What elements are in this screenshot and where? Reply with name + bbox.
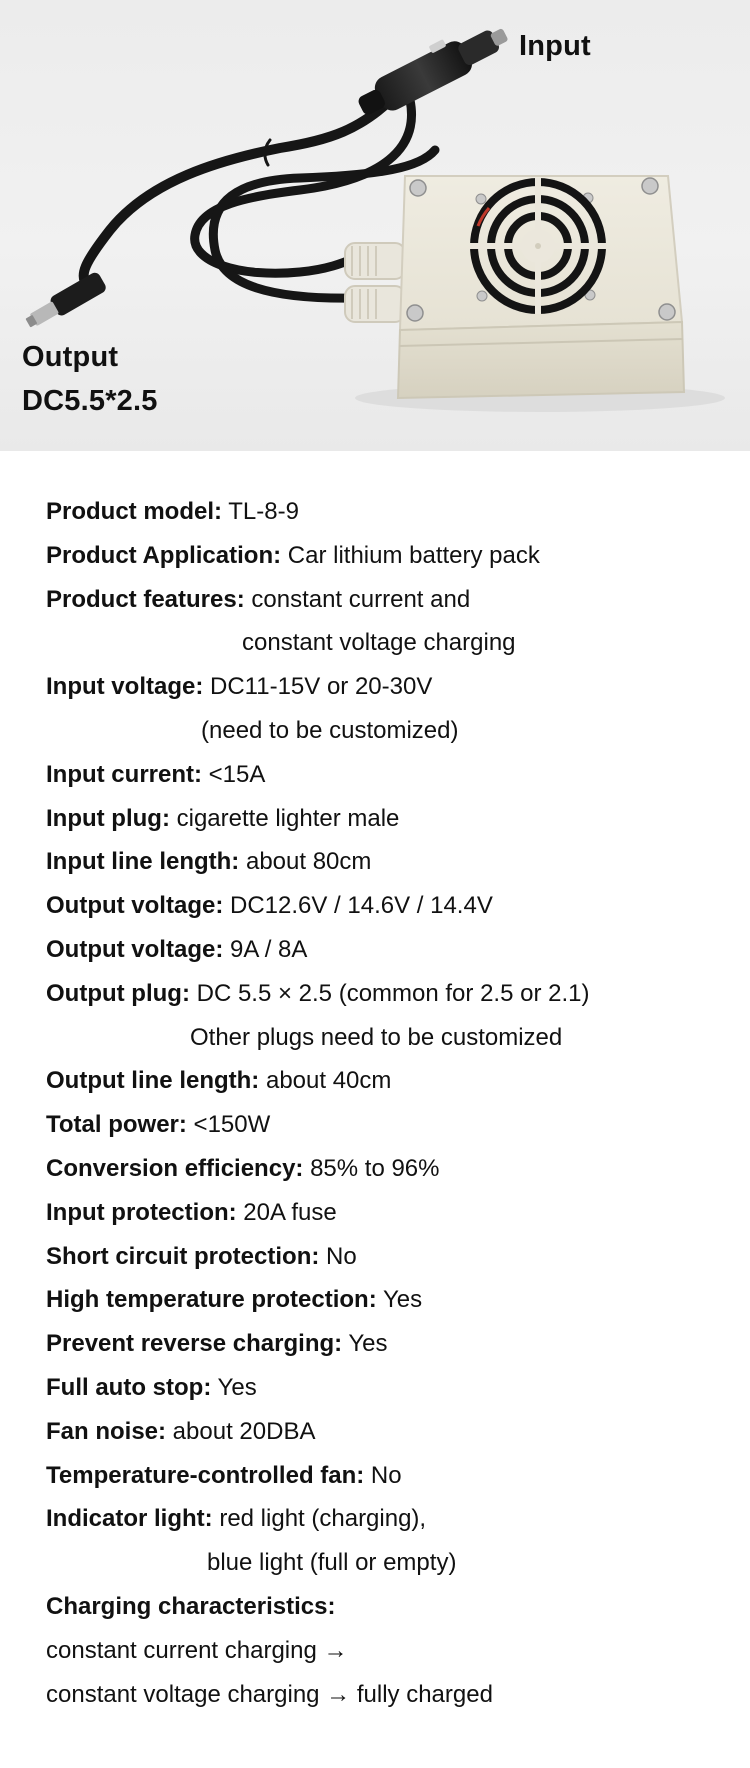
spec-value: constant current charging → — [46, 1636, 348, 1664]
spec-row — [46, 1322, 726, 1366]
spec-value: TL-8-9 — [222, 498, 299, 525]
product-photo — [0, 0, 750, 451]
spec-key: Output plug: — [46, 979, 190, 1007]
spec-key: Input voltage: — [46, 673, 204, 701]
spec-row — [46, 1366, 726, 1410]
spec-value: Other plugs need to be customized — [190, 1023, 563, 1051]
spec-row — [46, 709, 726, 753]
spec-value: 9A / 8A — [223, 935, 308, 963]
spec-row — [46, 490, 726, 534]
spec-row — [46, 1103, 726, 1147]
spec-row — [46, 578, 726, 622]
spec-value: about 80cm — [239, 848, 372, 876]
spec-row — [46, 1191, 726, 1235]
spec-value: constant current and — [244, 585, 471, 613]
spec-row — [46, 1147, 726, 1191]
spec-value: Yes — [211, 1373, 257, 1401]
spec-row — [46, 1410, 726, 1454]
spec-value: about 40cm — [259, 1067, 392, 1095]
spec-key: Indicator light: — [46, 1505, 213, 1533]
spec-value: cigarette lighter male — [169, 804, 400, 832]
spec-list — [46, 490, 726, 1716]
spec-key: Output voltage: — [46, 892, 224, 920]
spec-value: Car lithium battery pack — [281, 541, 540, 569]
spec-value: DC 5.5 × 2.5 (common for 2.5 or 2.1) — [189, 979, 590, 1007]
spec-key: Input plug: — [46, 804, 170, 832]
spec-value: No — [364, 1461, 402, 1489]
spec-value: constant voltage charging — [242, 629, 516, 657]
spec-row — [46, 1673, 726, 1717]
spec-key: Input current: — [46, 760, 202, 788]
spec-key: Product Application: — [46, 541, 282, 569]
spec-value: 20A fuse — [236, 1198, 337, 1226]
spec-row — [46, 1629, 726, 1673]
spec-row — [46, 534, 726, 578]
spec-key: Full auto stop: — [46, 1373, 212, 1401]
spec-key: Total power: — [46, 1111, 187, 1139]
spec-row — [46, 1235, 726, 1279]
spec-key: Product features: — [46, 585, 245, 613]
spec-row — [46, 797, 726, 841]
spec-value: constant voltage charging → fully charged — [46, 1680, 493, 1708]
spec-row — [46, 753, 726, 797]
spec-value: No — [319, 1242, 357, 1270]
spec-value: about 20DBA — [166, 1417, 316, 1445]
spec-key: Short circuit protection: — [46, 1242, 320, 1270]
output-size-label: DC5.5*2.5 — [22, 385, 158, 417]
spec-row — [46, 884, 726, 928]
spec-key: High temperature protection: — [46, 1286, 377, 1314]
spec-key: Temperature-controlled fan: — [46, 1461, 365, 1489]
output-label: Output — [22, 341, 119, 373]
spec-value: (need to be customized) — [201, 716, 459, 744]
spec-value: Yes — [376, 1286, 423, 1314]
spec-value: Yes — [342, 1330, 388, 1358]
spec-key: Charging characteristics: — [46, 1592, 336, 1620]
spec-row — [46, 1541, 726, 1585]
spec-value: <15A — [202, 760, 266, 788]
spec-key: Input protection: — [46, 1198, 237, 1226]
spec-row — [46, 1278, 726, 1322]
spec-row — [46, 1016, 726, 1060]
spec-value: blue light (full or empty) — [207, 1549, 457, 1577]
spec-row — [46, 1497, 726, 1541]
spec-key: Output line length: — [46, 1067, 260, 1095]
spec-key: Input line length: — [46, 848, 240, 876]
spec-row — [46, 665, 726, 709]
spec-row — [46, 1585, 726, 1629]
spec-key: Output voltage: — [46, 935, 224, 963]
spec-value: 85% to 96% — [303, 1154, 440, 1182]
spec-value: DC11-15V or 20-30V — [203, 673, 433, 701]
spec-key: Product model: — [46, 498, 223, 525]
spec-row — [46, 928, 726, 972]
spec-row — [46, 1454, 726, 1498]
spec-row — [46, 972, 726, 1016]
charger-illustration — [0, 0, 750, 451]
spec-key: Conversion efficiency: — [46, 1154, 304, 1182]
spec-row — [46, 840, 726, 884]
spec-value: <150W — [186, 1111, 271, 1139]
spec-row — [46, 1059, 726, 1103]
spec-value: red light (charging), — [212, 1505, 427, 1533]
spec-key: Fan noise: — [46, 1417, 167, 1445]
spec-key: Prevent reverse charging: — [46, 1330, 343, 1358]
spec-value: DC12.6V / 14.6V / 14.4V — [223, 892, 493, 920]
spec-row — [46, 621, 726, 665]
input-label: Input — [519, 30, 591, 62]
